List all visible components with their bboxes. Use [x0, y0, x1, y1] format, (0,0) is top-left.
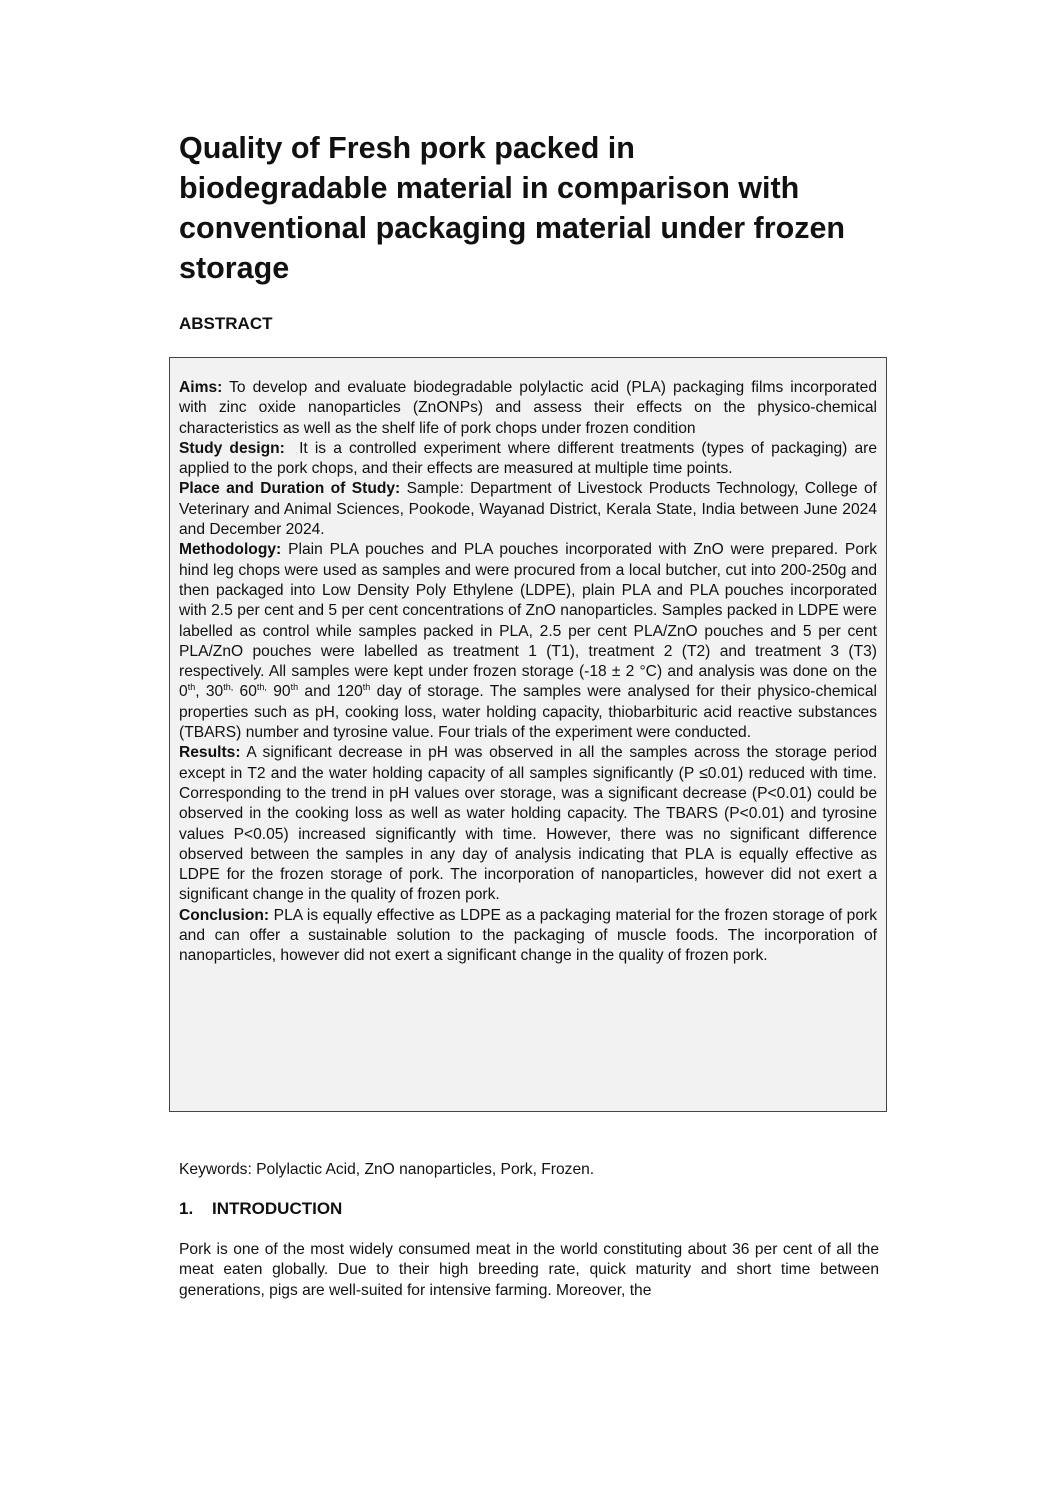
methodology-text: and 120 [298, 683, 363, 701]
superscript-th: th [362, 682, 371, 693]
aims-label: Aims: [179, 379, 223, 396]
methodology-text: , 30 [195, 683, 224, 701]
abstract-place-duration [179, 479, 877, 540]
paper-title [179, 128, 899, 288]
methodology-text: day of storage. The samples were analysed for their physico-chemical properties such as pH, cooking loss, water holding capacity, thiobarbituric acid reactive substances (TBARS) number and tyrosine value. Four trials of the experiment were conducted. [179, 683, 877, 742]
study-design-label: Study design: [179, 439, 285, 457]
superscript-th: th [187, 682, 196, 693]
methodology-text: 90 [266, 683, 291, 701]
introduction-paragraph: Pork is one of the most widely consumed meat in the world constituting about 36 per cent of all the meat eaten globally. Due to their high breeding rate, quick maturity and short time between generations, pigs are well-suited for intensive farming. Moreover, the [179, 1241, 879, 1299]
abstract-conclusion [179, 906, 877, 967]
superscript-th: th, [223, 682, 234, 693]
abstract-aims [179, 378, 877, 439]
conclusion-text: PLA is equally effective as LDPE as a packaging material for the frozen storage of pork and can offer a sustainable solution to the packaging of muscle foods. The incorporation of nanoparticles, however did not exert a significant change in the quality of frozen pork. [179, 906, 877, 965]
section-title: INTRODUCTION [212, 1199, 343, 1218]
section-number: 1. [179, 1199, 194, 1218]
title-line: Quality of Fresh pork packed in [179, 131, 635, 165]
keywords: Keywords: Polylactic Acid, ZnO nanoparticles, Pork, Frozen. [179, 1161, 595, 1178]
section-heading-introduction [179, 1198, 342, 1220]
conclusion-label: Conclusion: [179, 906, 270, 924]
abstract-study-design [179, 439, 882, 480]
title-line: biodegradable material in comparison with [179, 171, 800, 205]
place-text: Sample: Department of Livestock Products Technology, College of Veterinary and Animal Sciences, Pookode, Wayanad District, Kerala State, India between June 2024 and December 2024. [179, 480, 877, 539]
place-label: Place and Duration of Study: [179, 480, 401, 498]
results-text: A significant decrease in pH was observed in all the samples across the storage period except in T2 and the water holding capacity of all samples significantly (P ≤0.01) reduced with time. Corresponding to the trend in pH values over storage, was a significant decrease (P<0.01) could be observed in the cooking loss as well as water holding capacity. The TBARS (P<0.01) and tyrosine values P<0.05) increased significantly with time. However, there was no significant difference observed between the samples in any day of analysis indicating that PLA is equally effective as LDPE for the frozen storage of pork. The incorporation of nanoparticles, however did not exert a significant change in the quality of frozen pork. [179, 744, 877, 904]
methodology-text: 60 [233, 683, 257, 701]
study-design-text: It is a controlled experiment where different treatments (types of packaging) are applied to the pork chops, and their effects are measured at multiple time points. [179, 439, 882, 478]
aims-text: To develop and evaluate biodegradable polylactic acid (PLA) packaging films incorporated with zinc oxide nanoparticles (ZnONPs) and assess their effects on the physico-chemical characteristics as well as the shelf life of pork chops under frozen condition [179, 379, 877, 437]
results-label: Results: [179, 744, 241, 762]
abstract-results [179, 743, 877, 905]
abstract-box [169, 357, 887, 1112]
title-line: storage [179, 251, 290, 285]
abstract-methodology [179, 540, 877, 743]
title-line: conventional packaging material under frozen [179, 211, 846, 245]
superscript-th: th, [256, 682, 267, 693]
methodology-text: Plain PLA pouches and PLA pouches incorporated with ZnO were prepared. Pork hind leg chops were used as samples and were procured from a local butcher, cut into 200-250g and then packaged into Low Density Poly Ethylene (LDPE), plain PLA and PLA pouches incorporated with 2.5 per cent and 5 per cent concentrations of ZnO nanoparticles. Samples packed in LDPE were labelled as control while samples packed in PLA, 2.5 per cent PLA/ZnO pouches and 5 per cent PLA/ZnO pouches were labelled as treatment 1 (T1), treatment 2 (T2) and treatment 3 (T3) respectively. All samples were kept under frozen storage (-18 ± 2 °C) and analysis was done on the 0 [179, 541, 877, 701]
abstract-heading: ABSTRACT [179, 314, 273, 333]
methodology-label: Methodology: [179, 541, 282, 559]
superscript-th: th [290, 682, 299, 693]
